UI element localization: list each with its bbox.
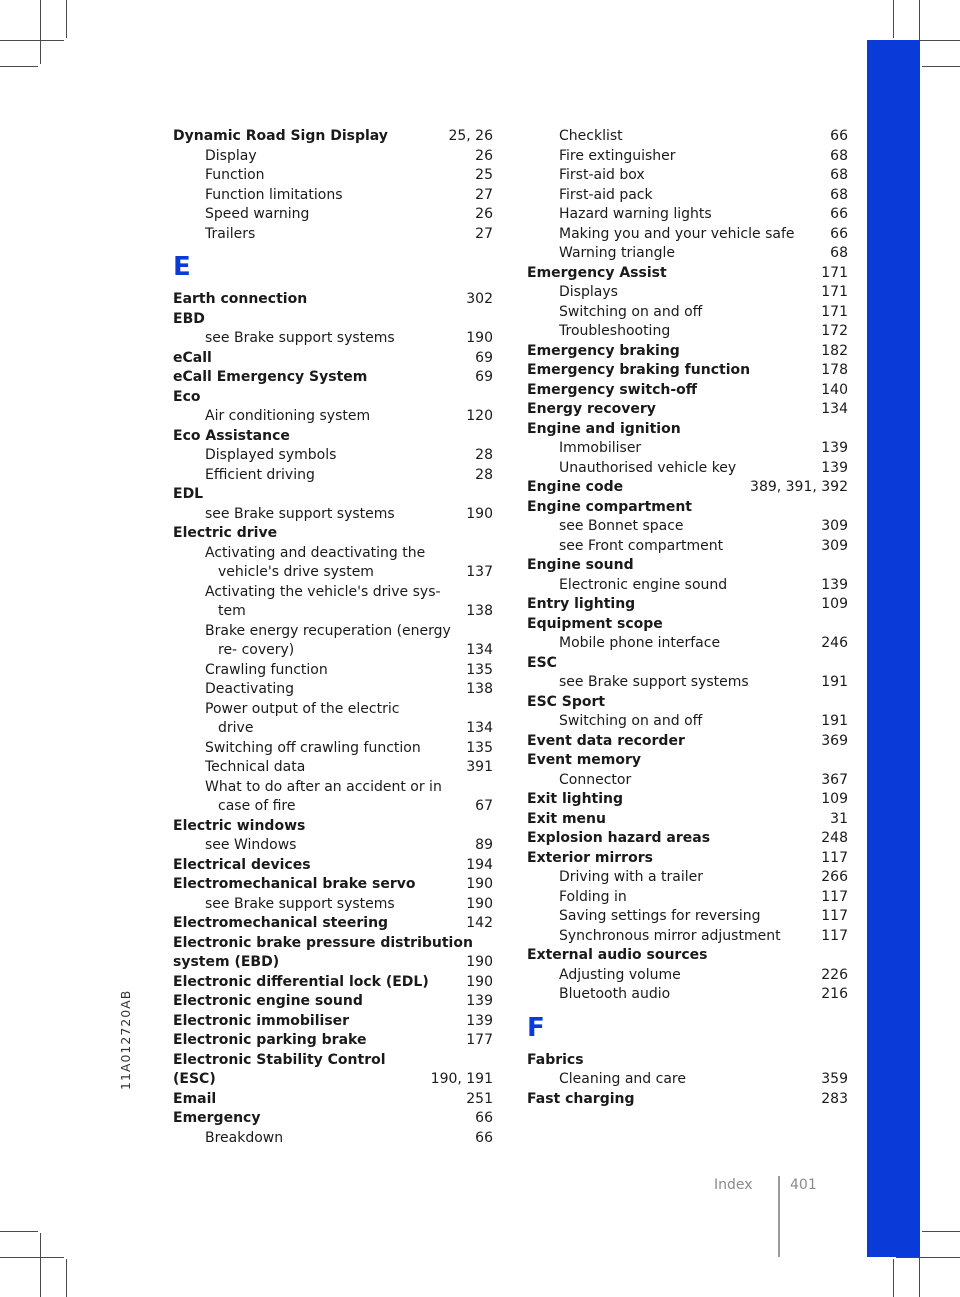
entry-term: Electromechanical brake servo — [173, 876, 416, 892]
crop-mark — [40, 0, 41, 64]
entry-term: Earth connection — [173, 291, 308, 307]
index-entry — [173, 992, 493, 1012]
entry-page-ref[interactable]: 191 — [821, 674, 848, 690]
entry-page-ref[interactable]: 139 — [821, 440, 848, 456]
entry-page-ref[interactable]: 191 — [821, 713, 848, 729]
entry-term: Equipment scope — [527, 615, 663, 632]
index-subentry — [173, 466, 493, 486]
index-subentry — [527, 303, 848, 323]
index-subentry — [527, 927, 848, 947]
index-subentry — [173, 895, 493, 915]
entry-page-ref[interactable]: 27 — [475, 186, 493, 203]
entry-page-ref[interactable]: 190 — [466, 973, 493, 990]
entry-term: see Brake support systems — [205, 505, 395, 522]
entry-term: see Windows — [205, 837, 297, 853]
entry-page-ref[interactable]: 178 — [821, 362, 848, 378]
entry-page-ref[interactable]: 266 — [821, 869, 848, 885]
entry-term: Troubleshooting — [559, 323, 671, 339]
index-entry — [173, 388, 493, 408]
entry-page-ref[interactable]: 190 — [466, 954, 493, 970]
index-subentry — [173, 583, 493, 622]
entry-term: Electronic engine sound — [173, 993, 363, 1009]
entry-page-ref[interactable]: 66 — [830, 225, 848, 242]
entry-term: Electronic differential lock (EDL) — [173, 973, 429, 990]
entry-term: Breakdown — [205, 1129, 284, 1146]
index-subentry — [173, 407, 493, 427]
entry-page-ref[interactable]: 25 — [475, 167, 493, 183]
entry-term: Electronic Stability Control (ESC) — [173, 1051, 386, 1087]
entry-term: see Bonnet space — [559, 518, 684, 534]
entry-page-ref[interactable]: 251 — [466, 1090, 493, 1107]
entry-term: Saving settings for reversing — [559, 908, 761, 924]
index-subentry — [527, 517, 848, 537]
entry-term: Adjusting volume — [559, 966, 681, 983]
entry-page-ref[interactable]: 68 — [830, 147, 848, 164]
index-entry — [173, 524, 493, 544]
entry-page-ref[interactable]: 171 — [821, 264, 848, 281]
entry-term: see Brake support systems — [559, 674, 749, 690]
entry-page-ref[interactable]: 194 — [466, 856, 493, 873]
document-code: 11A012720AB — [118, 989, 133, 1090]
index-subentry — [527, 166, 848, 186]
crop-mark — [66, 0, 67, 38]
entry-page-ref[interactable]: 120 — [466, 408, 493, 424]
entry-page-ref[interactable]: 142 — [466, 915, 493, 931]
index-subentry — [173, 205, 493, 225]
entry-term: Cleaning and care — [559, 1071, 686, 1087]
index-entry — [527, 946, 848, 966]
entry-term: Electric drive — [173, 525, 278, 541]
entry-page-ref[interactable]: 248 — [821, 830, 848, 846]
entry-term: Emergency switch-off — [527, 381, 698, 398]
entry-term: ESC — [527, 654, 557, 671]
entry-term: Crawling function — [205, 661, 328, 678]
entry-page-ref[interactable]: 69 — [475, 349, 493, 366]
entry-term: Synchronous mirror adjustment — [559, 927, 781, 944]
index-subentry — [527, 127, 848, 147]
index-subentry — [527, 459, 848, 479]
entry-page-ref[interactable]: 139 — [466, 993, 493, 1009]
entry-term: Electronic brake pressure distribution system (EBD) — [173, 934, 473, 970]
entry-page-ref[interactable]: 302 — [466, 291, 493, 307]
entry-page-ref[interactable]: 68 — [830, 167, 848, 183]
entry-term: Switching off crawling function — [205, 739, 421, 756]
entry-term: Electronic immobiliser — [173, 1012, 350, 1029]
entry-page-ref[interactable]: 359 — [821, 1071, 848, 1087]
entry-page-ref[interactable]: 190 — [466, 330, 493, 346]
index-subentry — [173, 166, 493, 186]
index-entry — [527, 400, 848, 420]
index-subentry — [527, 205, 848, 225]
entry-term: EDL — [173, 486, 204, 502]
index-subentry — [527, 985, 848, 1005]
entry-page-ref[interactable]: 66 — [830, 128, 848, 144]
entry-page-ref[interactable]: 389, 391, 392 — [750, 479, 848, 495]
index-subentry — [173, 147, 493, 167]
crop-mark — [0, 66, 38, 67]
entry-page-ref[interactable]: 117 — [821, 927, 848, 944]
index-subentry — [173, 544, 493, 583]
index-entry — [527, 751, 848, 771]
entry-page-ref[interactable]: 28 — [475, 447, 493, 463]
entry-term: Deactivating — [205, 681, 295, 697]
entry-term: Engine code — [527, 479, 624, 495]
entry-term: Exterior mirrors — [527, 849, 653, 866]
entry-term: Folding in — [559, 888, 627, 905]
entry-page-ref[interactable]: 246 — [821, 635, 848, 651]
footer-separator — [778, 1176, 780, 1257]
crop-mark — [893, 0, 894, 38]
index-entry — [173, 127, 493, 147]
entry-term: Mobile phone interface — [559, 635, 721, 651]
crop-mark — [40, 1233, 41, 1297]
entry-term: Event memory — [527, 752, 642, 768]
section-letter: E — [173, 252, 191, 282]
index-subentry — [527, 771, 848, 791]
index-subentry — [527, 888, 848, 908]
index-entry — [527, 810, 848, 830]
crop-mark — [922, 1231, 960, 1232]
entry-page-ref[interactable]: 68 — [830, 186, 848, 203]
entry-term: What to do after an accident or in case of fire — [205, 778, 442, 814]
index-subentry — [173, 1129, 493, 1149]
entry-term: First-aid box — [559, 167, 645, 183]
entry-page-ref[interactable]: 135 — [466, 739, 493, 756]
entry-page-ref[interactable]: 171 — [821, 303, 848, 320]
entry-term: Engine compartment — [527, 498, 692, 515]
entry-term: Electromechanical steering — [173, 915, 389, 931]
index-entry — [173, 875, 493, 895]
entry-page-ref[interactable]: 283 — [821, 1090, 848, 1107]
entry-term: Emergency — [173, 1110, 261, 1126]
entry-term: Energy recovery — [527, 401, 656, 417]
index-subentry — [173, 680, 493, 700]
index-entry — [173, 368, 493, 388]
entry-page-ref[interactable]: 27 — [475, 225, 493, 242]
entry-term: Event data recorder — [527, 732, 685, 749]
entry-page-ref[interactable]: 172 — [821, 323, 848, 339]
entry-term: Electronic engine sound — [559, 576, 728, 593]
entry-term: Explosion hazard areas — [527, 830, 711, 846]
index-subentry — [527, 712, 848, 732]
index-subentry — [527, 225, 848, 245]
index-subentry — [527, 283, 848, 303]
index-entry — [173, 1051, 493, 1090]
entry-term: Display — [205, 147, 257, 164]
index-subentry — [173, 186, 493, 206]
entry-page-ref[interactable]: 68 — [830, 245, 848, 261]
index-entry — [173, 1031, 493, 1051]
crop-mark — [66, 1259, 67, 1297]
entry-term: Technical data — [205, 759, 306, 775]
index-entry — [527, 1090, 848, 1110]
entry-term: Bluetooth audio — [559, 986, 671, 1002]
index-entry — [173, 1109, 493, 1129]
index-entry — [527, 829, 848, 849]
footer-section-label: Index — [714, 1177, 753, 1193]
entry-page-ref[interactable]: 66 — [475, 1110, 493, 1126]
entry-term: Immobiliser — [559, 440, 642, 456]
entry-term: Engine sound — [527, 557, 634, 573]
index-entry — [173, 856, 493, 876]
index-subentry — [173, 622, 493, 661]
index-subentry — [527, 439, 848, 459]
section-letter: F — [527, 1012, 545, 1043]
entry-term: Power output of the electric drive — [205, 700, 400, 736]
entry-term: Eco Assistance — [173, 427, 290, 444]
index-subentry — [173, 661, 493, 681]
index-entry — [527, 361, 848, 381]
entry-page-ref[interactable]: 67 — [475, 798, 493, 814]
entry-term: First-aid pack — [559, 186, 653, 203]
entry-term: Speed warning — [205, 206, 310, 222]
index-entry — [527, 556, 848, 576]
entry-page-ref[interactable]: 391 — [466, 759, 493, 775]
entry-term: see Brake support systems — [205, 330, 395, 346]
index-subentry — [527, 537, 848, 557]
index-entry — [173, 1090, 493, 1110]
index-subentry — [527, 1070, 848, 1090]
index-entry — [173, 290, 493, 310]
index-entry — [527, 381, 848, 401]
entry-page-ref[interactable]: 109 — [821, 596, 848, 612]
entry-term: Activating the vehicle's drive sys- tem — [205, 583, 441, 619]
index-subentry — [527, 868, 848, 888]
entry-term: eCall Emergency System — [173, 369, 368, 385]
entry-term: eCall — [173, 349, 212, 366]
index-entry — [173, 973, 493, 993]
entry-page-ref[interactable]: 190 — [466, 895, 493, 912]
index-subentry — [527, 244, 848, 264]
entry-page-ref[interactable]: 369 — [821, 732, 848, 749]
entry-page-ref[interactable]: 182 — [821, 342, 848, 359]
index-entry — [527, 1051, 848, 1071]
entry-term: Fabrics — [527, 1051, 584, 1068]
entry-page-ref[interactable]: 138 — [466, 603, 493, 619]
index-entry — [527, 654, 848, 674]
entry-term: EBD — [173, 310, 205, 327]
entry-term: Emergency Assist — [527, 264, 667, 281]
entry-term: Driving with a trailer — [559, 869, 703, 885]
index-subentry — [527, 966, 848, 986]
entry-page-ref[interactable]: 138 — [466, 681, 493, 697]
entry-page-ref[interactable]: 226 — [821, 966, 848, 983]
entry-page-ref[interactable]: 139 — [821, 576, 848, 593]
index-entry — [527, 420, 848, 440]
index-subentry — [173, 758, 493, 778]
index-entry — [527, 732, 848, 752]
index-entry — [527, 478, 848, 498]
index-subentry — [527, 322, 848, 342]
index-entry — [173, 310, 493, 330]
entry-term: see Front compartment — [559, 537, 724, 554]
entry-term: Air conditioning system — [205, 408, 371, 424]
entry-page-ref[interactable]: 117 — [821, 908, 848, 924]
index-entry — [173, 934, 493, 973]
entry-term: Function — [205, 167, 265, 183]
entry-term: Efficient driving — [205, 466, 315, 483]
entry-term: Brake energy recuperation (energy re- covery) — [205, 622, 451, 658]
entry-term: Electronic parking brake — [173, 1032, 367, 1048]
crop-mark — [922, 66, 960, 67]
entry-term: Unauthorised vehicle key — [559, 459, 737, 476]
entry-page-ref[interactable]: 117 — [821, 888, 848, 905]
entry-page-ref[interactable]: 171 — [821, 284, 848, 300]
index-subentry — [173, 778, 493, 817]
entry-page-ref[interactable]: 216 — [821, 986, 848, 1002]
entry-page-ref[interactable]: 69 — [475, 369, 493, 385]
entry-page-ref[interactable]: 26 — [475, 147, 493, 164]
index-subentry — [527, 576, 848, 596]
entry-term: Exit lighting — [527, 791, 624, 807]
entry-page-ref[interactable]: 139 — [466, 1012, 493, 1029]
entry-page-ref[interactable]: 134 — [821, 401, 848, 417]
index-subentry — [173, 700, 493, 739]
crop-mark — [896, 1257, 960, 1258]
index-subentry — [527, 634, 848, 654]
entry-term: Exit menu — [527, 810, 606, 827]
entry-term: Fire extinguisher — [559, 147, 676, 164]
entry-page-ref[interactable]: 137 — [466, 564, 493, 580]
index-subentry — [527, 673, 848, 693]
entry-term: Email — [173, 1090, 217, 1107]
entry-page-ref[interactable]: 190 — [466, 876, 493, 892]
index-subentry — [527, 907, 848, 927]
entry-term: Checklist — [559, 128, 623, 144]
index-subentry — [173, 446, 493, 466]
entry-term: Displayed symbols — [205, 447, 337, 463]
entry-page-ref[interactable]: 190, 191 — [430, 1071, 493, 1087]
entry-term: Warning triangle — [559, 245, 675, 261]
entry-term: Hazard warning lights — [559, 206, 712, 222]
entry-term: Electrical devices — [173, 856, 311, 873]
entry-page-ref[interactable]: 309 — [821, 518, 848, 534]
index-subentry — [173, 505, 493, 525]
index-column-right — [527, 127, 848, 1109]
chapter-tab-bar — [867, 40, 920, 1257]
entry-term: Switching on and off — [559, 303, 703, 320]
entry-term: Engine and ignition — [527, 420, 681, 437]
entry-page-ref[interactable]: 309 — [821, 537, 848, 554]
entry-term: Displays — [559, 284, 618, 300]
index-entry — [527, 615, 848, 635]
entry-term: Connector — [559, 771, 632, 788]
index-entry — [173, 427, 493, 447]
entry-term: Dynamic Road Sign Display — [173, 128, 388, 144]
crop-mark — [0, 1257, 64, 1258]
index-entry — [527, 790, 848, 810]
entry-term: Emergency braking — [527, 342, 680, 359]
index-entry — [527, 264, 848, 284]
entry-term: Making you and your vehicle safe — [559, 225, 795, 242]
entry-term: Function limitations — [205, 186, 343, 203]
entry-page-ref[interactable]: 177 — [466, 1032, 493, 1048]
index-entry — [527, 693, 848, 713]
entry-page-ref[interactable]: 31 — [830, 810, 848, 827]
index-column-left — [173, 127, 493, 1148]
entry-page-ref[interactable]: 117 — [821, 849, 848, 866]
index-entry — [173, 817, 493, 837]
entry-page-ref[interactable]: 367 — [821, 771, 848, 788]
entry-page-ref[interactable]: 140 — [821, 381, 848, 398]
entry-page-ref[interactable]: 134 — [466, 642, 493, 658]
entry-term: ESC Sport — [527, 693, 606, 710]
entry-term: Electric windows — [173, 817, 306, 834]
index-subentry — [173, 225, 493, 245]
index-entry — [527, 498, 848, 518]
index-entry — [173, 485, 493, 505]
entry-term: Trailers — [205, 225, 256, 242]
entry-page-ref[interactable]: 28 — [475, 466, 493, 483]
crop-mark — [0, 1231, 38, 1232]
entry-term: Eco — [173, 388, 201, 405]
entry-page-ref[interactable]: 26 — [475, 206, 493, 222]
index-entry — [173, 349, 493, 369]
entry-page-ref[interactable]: 139 — [821, 459, 848, 476]
entry-term: External audio sources — [527, 947, 708, 963]
entry-term: Emergency braking function — [527, 362, 751, 378]
entry-term: Fast charging — [527, 1090, 635, 1107]
entry-page-ref[interactable]: 25, 26 — [448, 128, 493, 144]
entry-page-ref[interactable]: 190 — [466, 505, 493, 522]
entry-page-ref[interactable]: 109 — [821, 791, 848, 807]
entry-term: see Brake support systems — [205, 895, 395, 912]
entry-term: Activating and deactivating the vehicle's drive system — [205, 544, 426, 580]
entry-page-ref[interactable]: 66 — [830, 206, 848, 222]
index-subentry — [527, 147, 848, 167]
entry-page-ref[interactable]: 134 — [466, 720, 493, 736]
index-entry — [527, 342, 848, 362]
index-entry — [173, 1012, 493, 1032]
entry-page-ref[interactable]: 89 — [475, 837, 493, 853]
page-number: 401 — [790, 1177, 817, 1193]
index-entry — [173, 914, 493, 934]
index-subentry — [527, 186, 848, 206]
index-subentry — [173, 836, 493, 856]
index-subentry — [173, 329, 493, 349]
entry-page-ref[interactable]: 66 — [475, 1129, 493, 1146]
entry-term: Switching on and off — [559, 713, 703, 729]
index-subentry — [173, 739, 493, 759]
index-entry — [527, 595, 848, 615]
entry-term: Entry lighting — [527, 596, 636, 612]
index-entry — [527, 849, 848, 869]
entry-page-ref[interactable]: 135 — [466, 661, 493, 678]
crop-mark — [0, 40, 64, 41]
crop-mark — [893, 1259, 894, 1297]
